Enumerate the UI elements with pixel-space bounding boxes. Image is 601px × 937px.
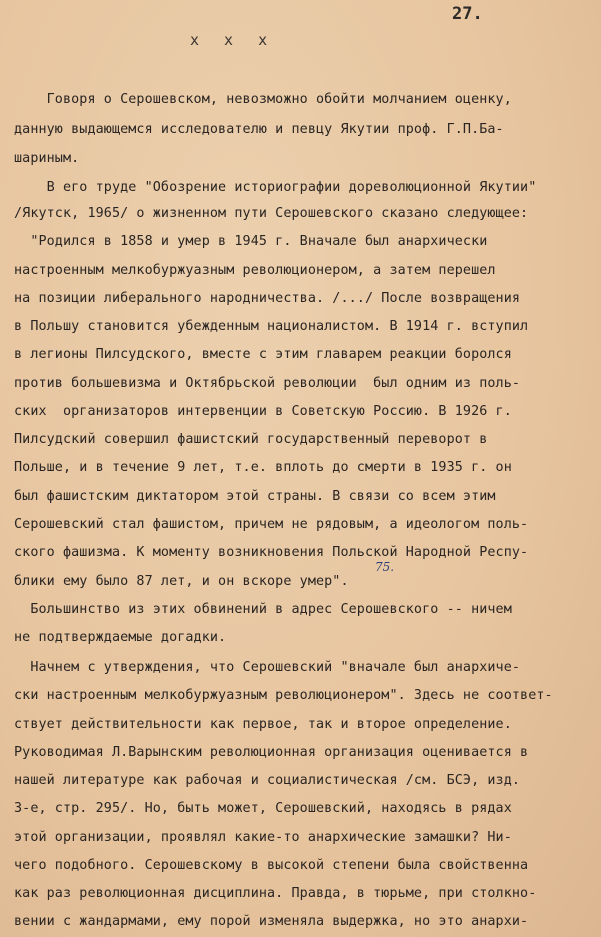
text-line: в Польшу становится убежденным националистом. В 1914 г. вступил	[14, 319, 529, 334]
text-line: чего подобного. Серошевскому в высокой степени была свойственна	[14, 858, 529, 873]
handwritten-footnote-mark: 75.	[375, 560, 395, 574]
text-line: ского фашизма. К моменту возникновения Польской Народной Респу-	[14, 545, 529, 560]
text-line: Серошевский стал фашистом, причем не рядовым, а идеологом поль-	[14, 517, 529, 532]
text-line: Пилсудский совершил фашистский государственный переворот в	[14, 432, 488, 447]
text-line: как раз революционная дисциплина. Правда, в тюрьме, при столкно-	[14, 886, 537, 901]
page-number: 27.	[452, 4, 483, 24]
text-line: этой организации, проявлял какие-то анархические замашки? Ни-	[14, 830, 512, 845]
text-line: настроенным мелкобуржуазным революционером, а затем перешел	[14, 263, 496, 278]
text-line: шариным.	[14, 151, 80, 166]
section-mark: x x x	[190, 31, 276, 49]
text-line: на позиции либерального народничества. /.../ После возвращения	[14, 291, 521, 306]
text-line: нашей литературе как рабочая и социалистическая /см. БСЭ, изд.	[14, 773, 521, 788]
text-line: ствует действительности как первое, так и второе определение.	[14, 717, 512, 732]
text-line: /Якутск, 1965/ о жизненном пути Серошевского сказано следующее:	[14, 206, 529, 221]
text-line: 3-е, стр. 295/. Но, быть может, Серошевский, находясь в рядах	[14, 801, 512, 816]
text-line: вении с жандармами, ему порой изменяла выдержка, но это анархи-	[14, 914, 529, 929]
text-line: не подтверждаемые догадки.	[14, 630, 227, 645]
text-line: ских организаторов интервенции в Советскую Россию. В 1926 г.	[14, 404, 512, 419]
text-line: Говоря о Серошевском, невозможно обойти молчанием оценку,	[14, 92, 512, 107]
text-line: в легионы Пилсудского, вместе с этим главарем реакции боролся	[14, 347, 512, 362]
text-line: Руководимая Л.Варынским революционная организация оценивается в	[14, 745, 529, 760]
text-line: был фашистским диктатором этой страны. В связи со всем этим	[14, 489, 496, 504]
text-line: Начнем с утверждения, что Серошевский "вначале был анархиче-	[14, 660, 521, 675]
text-line: Большинство из этих обвинений в адрес Серошевского -- ничем	[14, 602, 512, 617]
text-line: "Родился в 1858 и умер в 1945 г. Вначале был анархически	[14, 234, 488, 249]
text-line: против большевизма и Октябрьской революции был одним из поль-	[14, 376, 521, 391]
text-line: ски настроенным мелкобуржуазным революционером". Здесь не соответ-	[14, 688, 553, 703]
text-line: данную выдающемся исследователю и певцу Якутии проф. Г.П.Ба-	[14, 122, 504, 137]
text-line: Польше, и в течение 9 лет, т.е. вплоть до смерти в 1935 г. он	[14, 460, 512, 475]
text-line: В его труде "Обозрение историографии дореволюционной Якутии"	[14, 180, 537, 195]
text-line: блики ему было 87 лет, и он вскоре умер".	[14, 574, 349, 589]
